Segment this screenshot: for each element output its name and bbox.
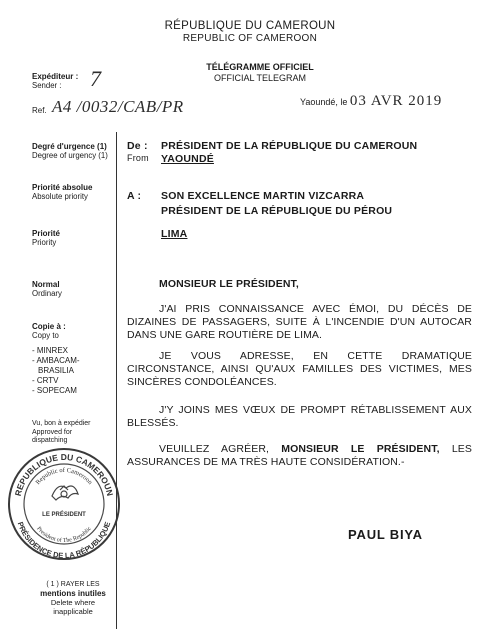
telegram-title bbox=[190, 62, 330, 84]
copy-item: - MINREX bbox=[32, 346, 68, 355]
presidential-seal bbox=[6, 446, 122, 562]
from-block bbox=[127, 140, 472, 165]
copy-item: - SOPECAM bbox=[32, 386, 77, 395]
seal-emblem-icon bbox=[52, 486, 78, 500]
copy-label: Copie à : Copy to bbox=[32, 322, 66, 340]
copy-item: - CRTV bbox=[32, 376, 59, 385]
sender-value: 7 bbox=[90, 66, 101, 91]
seal-outer-text: REPUBLIQUE DU CAMEROUN bbox=[12, 451, 116, 497]
telegram-title-fr: TÉLÉGRAMME OFFICIEL bbox=[206, 62, 314, 72]
seal-inner-bottom-text: President of The Republic bbox=[35, 525, 93, 545]
copy-list bbox=[32, 346, 80, 396]
from-label-fr: De : bbox=[127, 140, 148, 152]
copy-item: - AMBACAM- bbox=[32, 356, 80, 365]
signature-name: PAUL BIYA bbox=[348, 527, 423, 542]
telegram-title-en: OFFICIAL TELEGRAM bbox=[213, 73, 307, 83]
urgency-option-priority: Priorité Priority bbox=[32, 229, 61, 247]
to-line1: SON EXCELLENCE MARTIN VIZCARRA bbox=[161, 190, 365, 202]
seal-center-text: LE PRÉSIDENT bbox=[42, 512, 86, 518]
body-paragraph-3: J'Y JOINS MES VŒUX DE PROMPT RÉTABLISSEMENT AUX BLESSÉS. bbox=[127, 404, 472, 429]
urgency-option-absolute: Priorité absolue Absolute priority bbox=[32, 183, 93, 201]
to-city: LIMA bbox=[161, 228, 188, 240]
copy-item: BRASILIA bbox=[38, 366, 75, 375]
from-name: PRÉSIDENT DE LA RÉPUBLIQUE DU CAMEROUN bbox=[161, 140, 418, 152]
republic-name-fr: RÉPUBLIQUE DU CAMEROUN bbox=[164, 20, 336, 32]
body-paragraph-2: JE VOUS ADRESSE, EN CETTE DRAMATIQUE CIRCONSTANCE, AINSI QU'AUX FAMILLES DES VICTIMES, MES SINCÈRES CONDOLÉANCES. bbox=[127, 350, 472, 388]
urgency-option-normal: Normal Ordinary bbox=[32, 280, 62, 298]
ref-value: A4 /0032/CAB/PR bbox=[52, 97, 184, 116]
body-paragraph-1: J'AI PRIS CONNAISSANCE AVEC ÉMOI, DU DÉCÈS DE DIZAINES DE PASSAGERS, SUITE À L'INCENDIE D'UN AUTOCAR DANS UNE GARE ROUTIÈRE DE LIMA. bbox=[127, 303, 472, 341]
to-block bbox=[127, 190, 472, 240]
date-stamp-value: 03 AVR 2019 bbox=[349, 93, 443, 109]
republic-name-en: REPUBLIC OF CAMEROON bbox=[182, 33, 318, 44]
from-city: YAOUNDÉ bbox=[161, 153, 214, 165]
date-line bbox=[300, 93, 442, 110]
dispatch-label: Vu, bon à expédier Approved for dispatching bbox=[32, 420, 91, 444]
body-paragraph-4: VEUILLEZ AGRÉER, MONSIEUR LE PRÉSIDENT, LES ASSURANCES DE MA TRÈS HAUTE CONSIDÉRATION.- bbox=[127, 443, 472, 468]
to-line2: PRÉSIDENT DE LA RÉPUBLIQUE DU PÉROU bbox=[161, 205, 393, 217]
to-label: A : bbox=[127, 190, 142, 202]
salutation: MONSIEUR LE PRÉSIDENT, bbox=[159, 278, 299, 290]
ref-label: Ref. bbox=[32, 106, 47, 115]
document-header bbox=[0, 20, 500, 44]
seal-inner-text: Republic of Cameroon bbox=[34, 466, 94, 487]
sender-label: Expéditeur : Sender : bbox=[32, 72, 79, 90]
mention-note: ( 1 ) RAYER LES mentions inutiles Delete where inapplicable bbox=[40, 581, 106, 616]
urgency-label: Degré d'urgence (1) Degree of urgency (1) bbox=[32, 142, 108, 160]
column-divider bbox=[116, 132, 117, 629]
from-label-en: From bbox=[127, 153, 149, 163]
seal-bottom-text: PRÉSIDENCE DE LA RÉPUBLIQUE bbox=[15, 520, 113, 561]
date-place-label: Yaoundé, le bbox=[300, 97, 348, 107]
